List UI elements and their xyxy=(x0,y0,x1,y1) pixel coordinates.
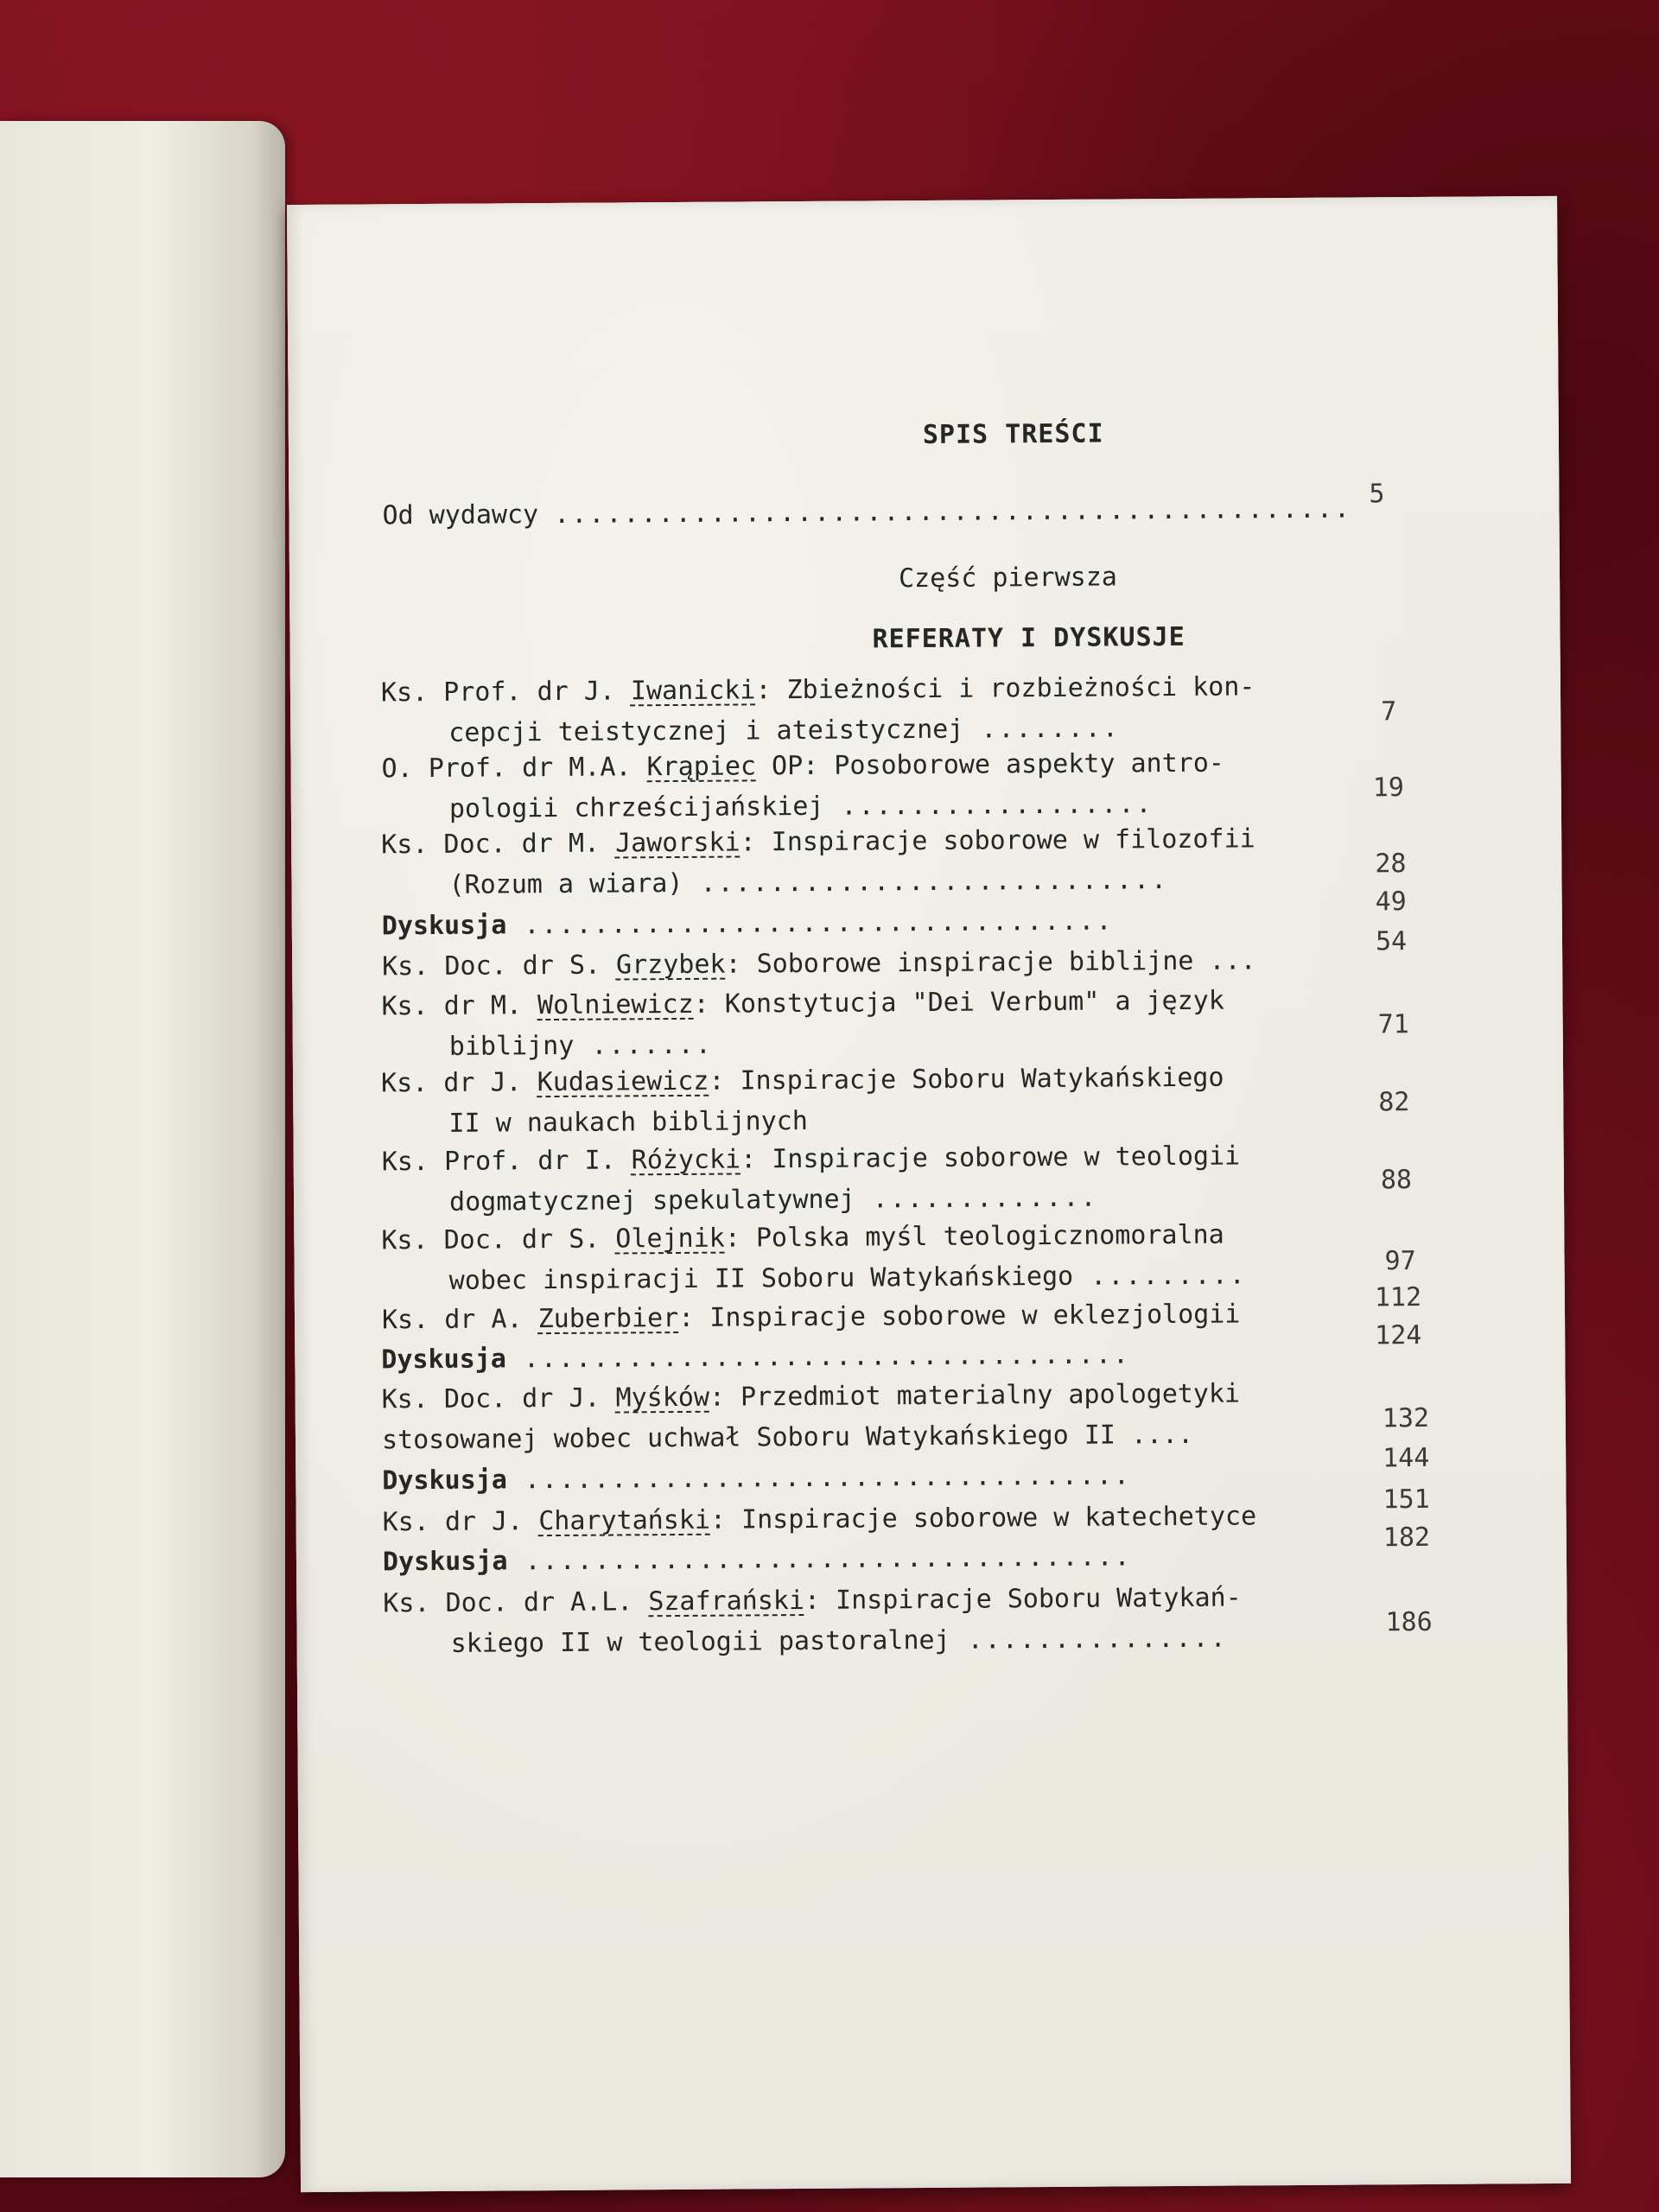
entry-prefix: Ks. dr M. xyxy=(381,990,538,1022)
entry-prefix: Ks. dr J. xyxy=(382,1506,539,1538)
entry-13-page: 144 xyxy=(1382,1442,1430,1474)
entry-7-page: 82 xyxy=(1378,1087,1410,1118)
entry-13-line1 xyxy=(382,1460,1131,1496)
entry-prefix: Ks. dr A. xyxy=(381,1304,538,1336)
entry-prefix: Ks. Doc. dr J. xyxy=(381,1382,616,1415)
entry-title-cont: (Rozum a wiara) xyxy=(448,868,683,900)
dot-leader: ................................... xyxy=(505,1339,1131,1375)
entry-9-line1 xyxy=(381,1220,1224,1256)
entry-14-line1 xyxy=(383,1501,1257,1537)
entry-1-page: 7 xyxy=(1381,696,1397,728)
entry-author: Olejnik xyxy=(615,1223,725,1255)
entry-prefix: Ks. Doc. dr M. xyxy=(381,828,616,861)
entry-title: : Inspiracje Soboru Watykańskiego xyxy=(709,1062,1224,1096)
dot-leader: ............. xyxy=(855,1182,1098,1215)
entry-title: : Inspiracje soborowe w katechetyce xyxy=(709,1501,1257,1535)
dot-leader: ........ xyxy=(963,713,1120,745)
dot-leader: .................................. xyxy=(506,906,1114,941)
entry-title: Dyskusja xyxy=(381,1344,506,1376)
dot-leader: ................................... xyxy=(507,1541,1132,1577)
entry-prefix: Ks. Prof. dr I. xyxy=(381,1145,632,1178)
entry-12-page: 132 xyxy=(1382,1402,1430,1434)
entry-title-cont: wobec inspiracji II Soboru Watykańskiego xyxy=(448,1261,1074,1296)
entry-6-page: 71 xyxy=(1377,1009,1409,1040)
entry-5-line1 xyxy=(382,945,1256,982)
entry-10-page: 112 xyxy=(1374,1281,1422,1313)
entry-title: : Soborowe inspiracje biblijne ... xyxy=(725,945,1256,980)
dot-leader: ........................... xyxy=(683,865,1169,899)
entry-6-line1 xyxy=(381,986,1224,1022)
entry-15-line1 xyxy=(383,1541,1132,1577)
entry-title: : Inspiracje Soboru Watykań- xyxy=(804,1582,1242,1616)
entry-title-cont: cepcji teistycznej i ateistycznej xyxy=(448,714,964,748)
entry-title-cont: skiego II w teologii pastoralnej xyxy=(450,1624,950,1659)
entry-8-page: 88 xyxy=(1380,1165,1413,1196)
entry-16-line2 xyxy=(451,1624,1228,1659)
entry-prefix: Ks. Prof. dr J. xyxy=(380,676,632,709)
entry-title: : Zbieżności i rozbieżności kon- xyxy=(755,671,1255,706)
part-title: REFERATY I DYSKUSJE xyxy=(872,621,1185,655)
entry-title-cont: biblijny xyxy=(448,1030,575,1062)
front-matter-page: 5 xyxy=(1369,479,1385,510)
entry-7-line2 xyxy=(448,1106,808,1139)
entry-4-page: 49 xyxy=(1375,887,1407,918)
entry-10-line1 xyxy=(382,1299,1241,1335)
entry-author: Charytański xyxy=(538,1504,711,1537)
dot-leader: .................. xyxy=(823,789,1154,822)
entry-3-line2 xyxy=(448,865,1168,900)
entry-12-line2 xyxy=(382,1420,1193,1456)
entry-8-line1 xyxy=(382,1141,1241,1177)
entry-9-line2 xyxy=(449,1260,1247,1295)
front-matter-line xyxy=(382,494,1351,531)
entry-2-page: 19 xyxy=(1372,772,1405,804)
part-label: Część pierwsza xyxy=(898,562,1118,594)
dot-leader: .............................................. xyxy=(554,493,1352,530)
entry-4-line1 xyxy=(382,906,1114,941)
left-page xyxy=(0,121,285,2177)
entry-title-cont: dogmatycznej spekulatywnej xyxy=(448,1184,855,1217)
entry-11-page: 124 xyxy=(1375,1319,1422,1351)
front-matter-title: Od wydawcy xyxy=(382,499,539,531)
entry-title: : Inspiracje soborowe w eklezjologii xyxy=(678,1299,1241,1333)
dot-leader: ....... xyxy=(574,1029,713,1061)
entry-6-line2 xyxy=(449,1030,713,1062)
dot-leader: ............... xyxy=(950,1623,1228,1656)
entry-title: : Przedmiot materialny apologetyki xyxy=(709,1378,1241,1413)
entry-title: : Inspiracje soborowe w teologii xyxy=(741,1141,1241,1175)
entry-prefix: Ks. Doc. dr S. xyxy=(381,1224,616,1256)
entry-2-line1 xyxy=(381,748,1224,785)
entry-title-cont: pologii chrześcijańskiej xyxy=(448,791,824,824)
entry-author: Jaworski xyxy=(615,827,741,859)
entry-author: Wolniewicz xyxy=(537,988,694,1021)
entry-title: Dyskusja xyxy=(382,1546,508,1578)
entry-16-page: 186 xyxy=(1385,1606,1433,1638)
entry-3-page: 28 xyxy=(1375,849,1407,880)
entry-author: Zuberbier xyxy=(537,1302,679,1335)
entry-author: Iwanicki xyxy=(630,675,756,707)
book-page xyxy=(287,196,1571,2192)
entry-author: Kudasiewicz xyxy=(537,1065,709,1098)
entry-author: Grzybek xyxy=(615,949,726,981)
entry-1-line2 xyxy=(448,713,1120,747)
entry-title-cont: stosowanej wobec uchwał Soboru Watykańskiego II .... xyxy=(381,1419,1194,1456)
entry-9-page: 97 xyxy=(1384,1246,1416,1277)
entry-5-page: 54 xyxy=(1375,926,1408,957)
entry-title: Dyskusja xyxy=(381,910,507,942)
entry-author: Krąpiec xyxy=(646,751,757,783)
entry-author: Różycki xyxy=(631,1144,741,1176)
entry-title: Dyskusja xyxy=(382,1465,507,1497)
entry-1-line1 xyxy=(381,671,1255,708)
entry-prefix: Ks. dr J. xyxy=(380,1067,537,1099)
entry-prefix: Ks. Doc. dr A.L. xyxy=(383,1586,649,1619)
entry-author: Myśków xyxy=(615,1382,710,1414)
dot-leader: ......... xyxy=(1073,1260,1247,1292)
toc-heading: SPIS TREŚCI xyxy=(922,418,1104,450)
entry-16-line1 xyxy=(383,1582,1242,1618)
entry-2-line2 xyxy=(449,789,1154,824)
entry-15-page: 182 xyxy=(1382,1522,1431,1554)
entry-title: : Inspiracje soborowe w filozofii xyxy=(740,823,1255,858)
entry-12-line1 xyxy=(382,1378,1241,1414)
entry-title: OP: Posoborowe aspekty antro- xyxy=(755,747,1225,782)
entry-author: Szafrański xyxy=(648,1585,805,1618)
entry-14-page: 151 xyxy=(1382,1484,1430,1516)
entry-8-line2 xyxy=(449,1183,1098,1217)
entry-title-cont: II w naukach biblijnych xyxy=(448,1105,808,1139)
entry-11-line1 xyxy=(381,1339,1130,1375)
entry-prefix: Ks. Doc. dr S. xyxy=(382,950,617,982)
entry-3-line1 xyxy=(381,823,1255,860)
dot-leader: ................................... xyxy=(506,1460,1132,1496)
entry-title: : Konstytucja "Dei Verbum" a język xyxy=(693,985,1224,1020)
entry-title: : Polska myśl teologicznomoralna xyxy=(724,1219,1224,1254)
entry-prefix: O. Prof. dr M.A. xyxy=(381,752,647,785)
entry-7-line1 xyxy=(381,1063,1224,1099)
